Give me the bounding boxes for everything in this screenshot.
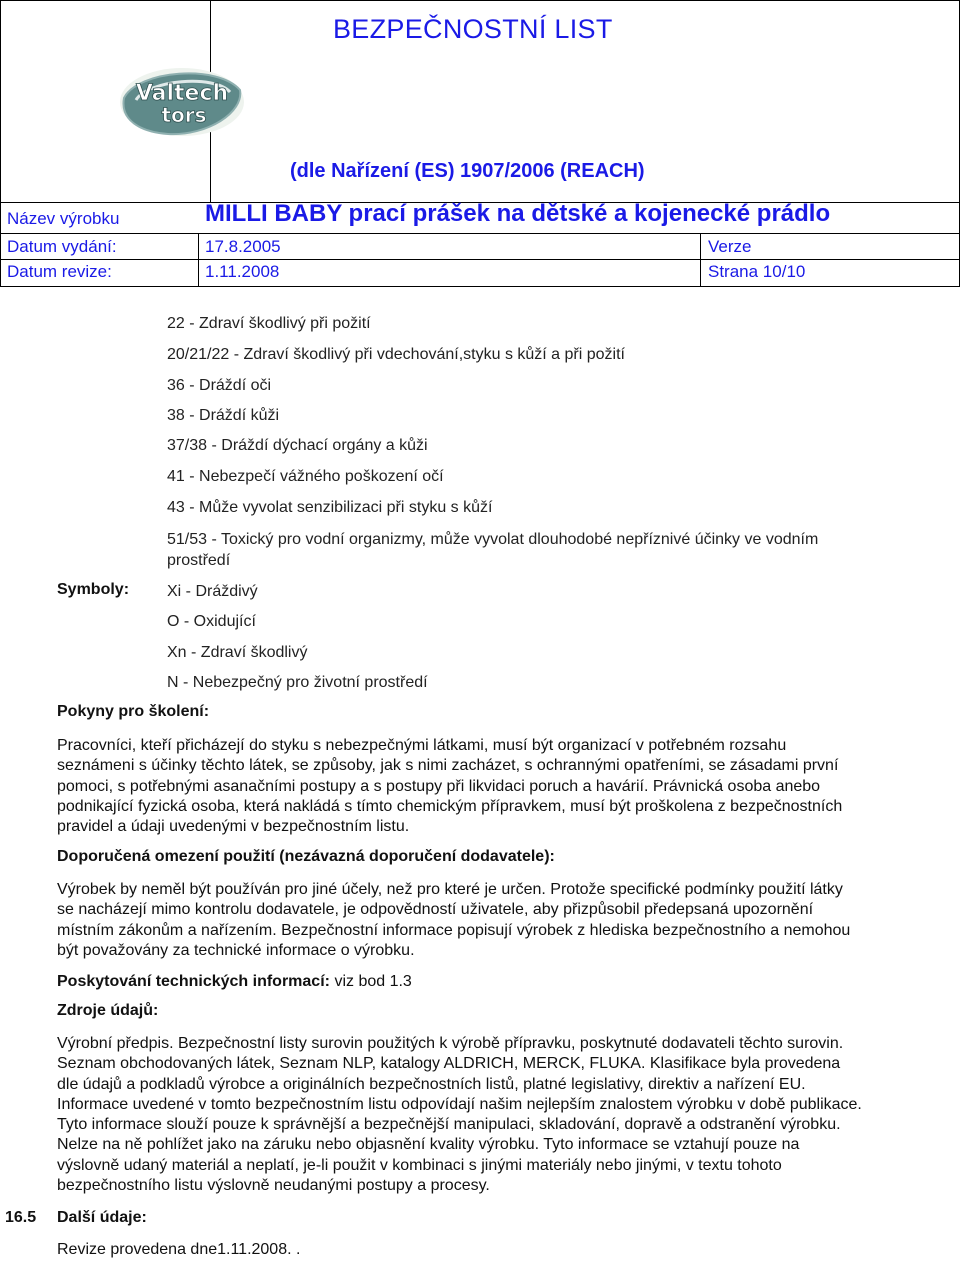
- issue-date: 17.8.2005: [205, 237, 281, 256]
- hazard-phrase: 37/38 - Dráždí dýchací orgány a kůži: [167, 437, 428, 454]
- hazard-phrase: 20/21/22 - Zdraví škodlivý při vdechování,styku s kůží a při požití: [167, 346, 625, 363]
- tech-info-line: [57, 972, 947, 992]
- regulation-reference: (dle Nařízení (ES) 1907/2006 (REACH): [290, 160, 645, 182]
- text-line: Tyto informace slouží pouze k správnější a bezpečnější manipulaci, skladování, dopravě a odstranění výrobku.: [57, 1116, 841, 1134]
- text-line: seznámeni s účinky těchto látek, se způsoby, jak s nimi zacházet, s ochrannými opatřeními, se zásadami první: [57, 757, 839, 775]
- product-name: MILLI BABY prací prášek na dětské a kojenecké prádlo: [205, 200, 831, 227]
- page-number: Strana 10/10: [708, 262, 806, 281]
- text-line: Výrobní předpis. Bezpečnostní listy surovin použitých k výrobě přípravku, poskytnuté dodavateli těchto surovin.: [57, 1035, 844, 1052]
- product-label: Název výrobku: [7, 209, 120, 228]
- text-line: být považovány za technické informace o výrobku.: [57, 941, 415, 959]
- sources-paragraph: [57, 1034, 947, 1196]
- revision-date-label: Datum revize:: [7, 262, 112, 281]
- header-col-divider-right: [700, 233, 701, 286]
- revision-note: Revize provedena dne1.11.2008. .: [57, 1241, 301, 1258]
- symbol-item: O - Oxidující: [167, 613, 256, 630]
- text-line: podnikající fyzická osoba, která nakládá s tímto chemickým přípravkem, musí být proškolena z bezpečnostních: [57, 797, 843, 815]
- text-line: místním zákonům a nařízením. Bezpečnostní informace popisují výrobek z hlediska bezpečnostního a nemohou: [57, 921, 851, 939]
- document-title: BEZPEČNOSTNÍ LIST: [333, 14, 613, 44]
- issue-date-label: Datum vydání:: [7, 237, 117, 256]
- section-number: 16.5: [5, 1209, 37, 1226]
- symbol-item: N - Nebezpečný pro životní prostředí: [167, 674, 428, 691]
- tech-info-value: viz bod 1.3: [334, 973, 412, 990]
- text-line: pravidel a údaji uvedenými v bezpečnostním listu.: [57, 818, 410, 836]
- hazard-phrase: 43 - Může vyvolat senzibilizaci při styku s kůží: [167, 499, 493, 516]
- product-row: [0, 202, 960, 234]
- header-col-divider: [198, 233, 199, 286]
- symbols-label: Symboly:: [57, 581, 130, 598]
- svg-text:Valtech: Valtech: [135, 81, 229, 106]
- company-logo: [118, 62, 246, 140]
- text-line: bezpečnostního listu výslovně neudanými postupy a procesy.: [57, 1177, 490, 1195]
- symbol-item: Xi - Dráždivý: [167, 583, 258, 600]
- sources-label: Zdroje údajů:: [57, 1002, 159, 1019]
- text-line: Seznam obchodovaných látek, Seznam NLP, katalogy ALDRICH, MERCK, FLUKA. Klasifikace byla provedena: [57, 1055, 841, 1073]
- text-line: Pracovníci, kteří přicházejí do styku s nebezpečnými látkami, musí být organizací v potřebném rozsahu: [57, 737, 787, 754]
- text-line: Nelze na ně pohlížet jako na záruku nebo objasnění kvality výrobku. Tyto informace se vztahují pouze na: [57, 1136, 800, 1154]
- issue-row: [0, 233, 960, 260]
- hazard-phrase: 41 - Nebezpečí vážného poškození očí: [167, 468, 444, 485]
- revision-row: [0, 259, 960, 287]
- hazard-phrase: 51/53 - Toxický pro vodní organizmy, může vyvolat dlouhodobé nepříznivé účinky ve vodním: [167, 531, 819, 548]
- hazard-phrase: 38 - Dráždí kůži: [167, 407, 280, 424]
- training-paragraph: [57, 736, 947, 837]
- svg-text:tors: tors: [161, 103, 207, 127]
- symbol-item: Xn - Zdraví škodlivý: [167, 644, 308, 661]
- header-left-border: [0, 202, 1, 286]
- text-line: pomoci, s potřebnými asanačními postupy a s postupy při likvidaci poruch a havárií. Právnická osoba anebo: [57, 777, 821, 795]
- training-label: Pokyny pro školení:: [57, 703, 210, 720]
- text-line: se nacházejí mimo kontrolu dodavatele, je odpovědností uživatele, aby přizpůsobil předepsaná upozornění: [57, 901, 814, 919]
- hazard-phrase: 36 - Dráždí oči: [167, 377, 272, 394]
- restriction-paragraph: [57, 880, 947, 961]
- text-line: výslovně udaný materiál a neplatí, je-li použit v kombinaci s jinými materiály nebo jinými, v textu tohoto: [57, 1156, 782, 1174]
- additional-label: Další údaje:: [57, 1209, 147, 1226]
- version-label: Verze: [708, 237, 752, 256]
- hazard-phrase: 22 - Zdraví škodlivý při požití: [167, 315, 371, 332]
- restriction-label: Doporučená omezení použití (nezávazná doporučení dodavatele):: [57, 848, 555, 865]
- text-line: dle údajů a podkladů výrobce a originálních bezpečnostních listů, platné legislativy, direktiv a nařízení EU.: [57, 1075, 806, 1093]
- hazard-phrase-continued: prostředí: [167, 552, 231, 569]
- revision-date: 1.11.2008: [205, 262, 280, 281]
- tech-info-label: Poskytování technických informací:: [57, 973, 330, 990]
- text-line: Výrobek by neměl být používán pro jiné účely, než pro které je určen. Protože specifické podmínky použití látky: [57, 881, 843, 898]
- text-line: Informace uvedené v tomto bezpečnostním listu odpovídají našim nejlepším znalostem výrobku v době publikace.: [57, 1095, 862, 1113]
